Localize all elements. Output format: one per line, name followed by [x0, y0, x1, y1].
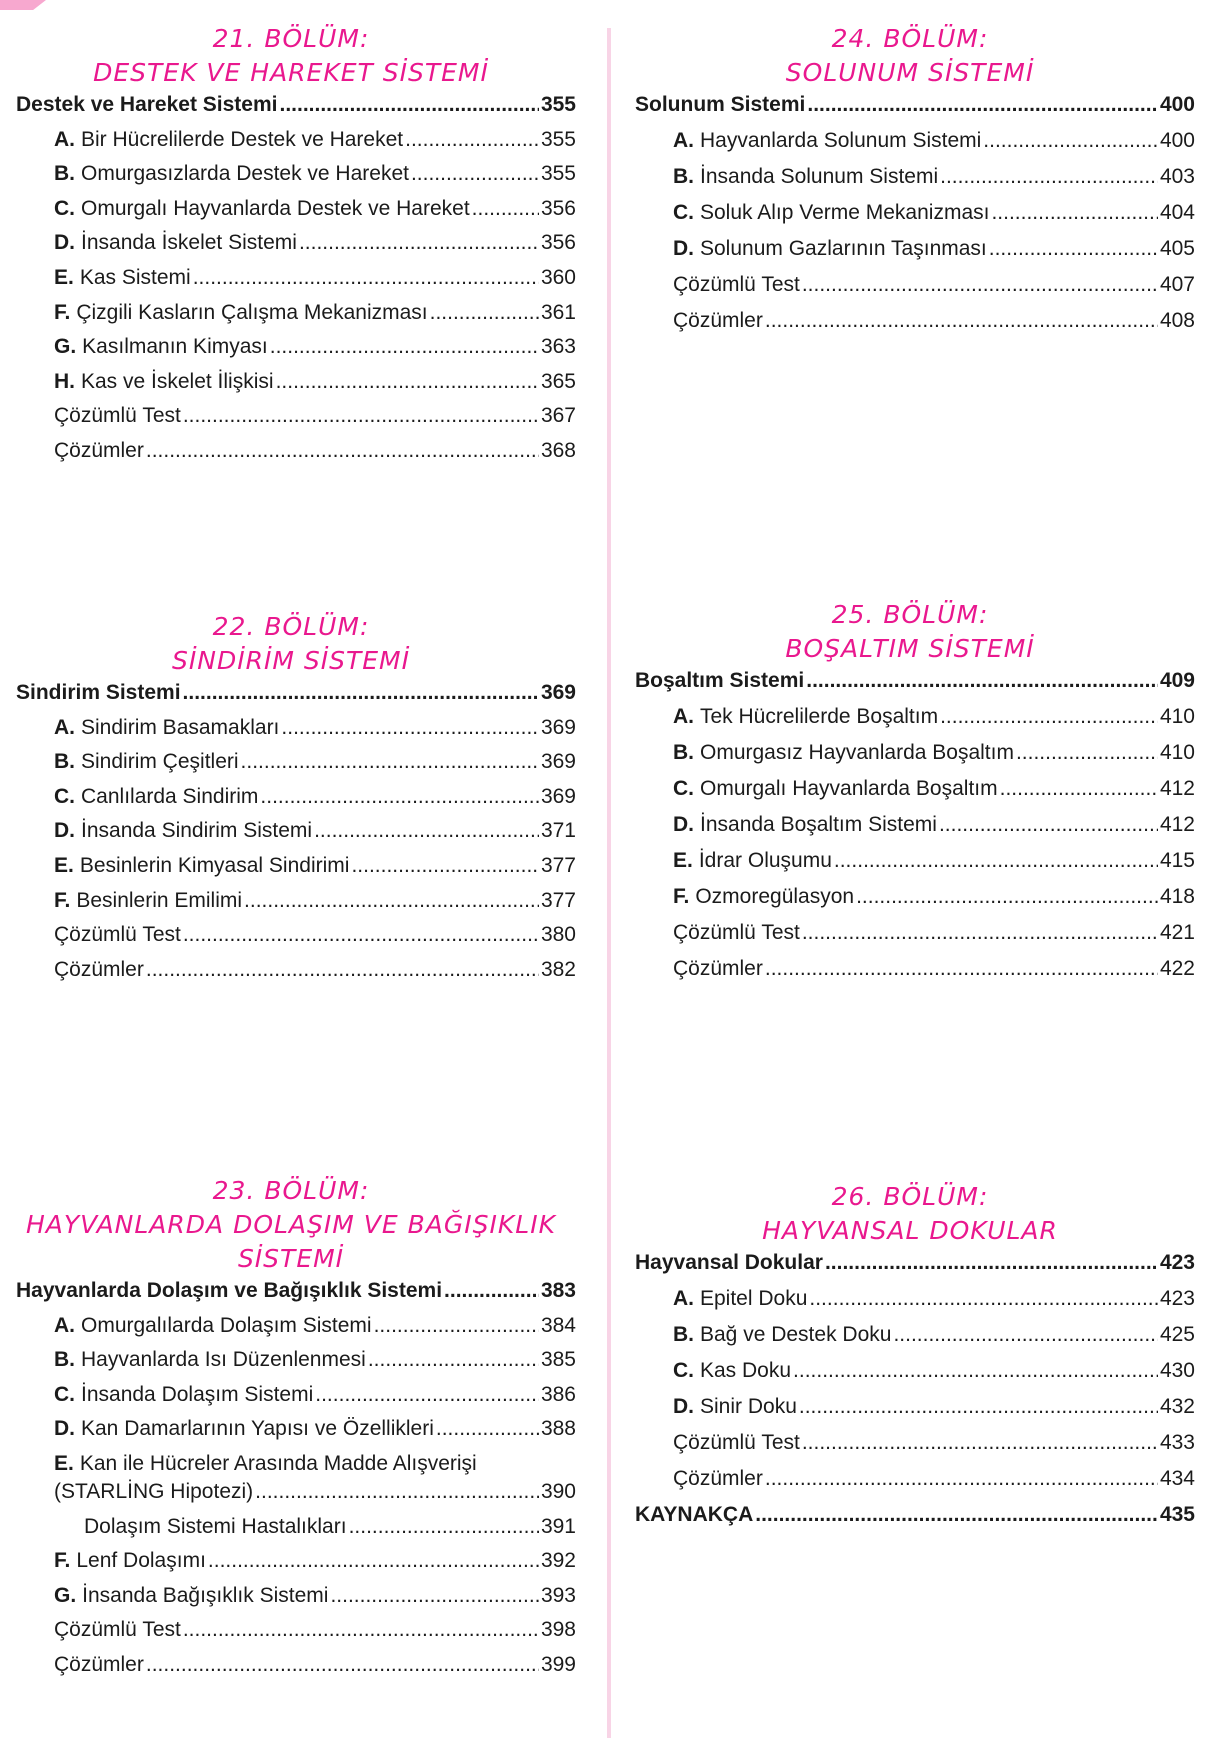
toc-entry[interactable] [635, 849, 1195, 885]
leader-dots [802, 1431, 1158, 1455]
entry-letter: A. [54, 715, 75, 739]
toc-main-entry[interactable] [635, 93, 1195, 129]
leader-dots [241, 750, 539, 774]
leader-dots [472, 197, 539, 221]
leader-dots [983, 129, 1158, 153]
page-number: 355 [540, 127, 576, 151]
toc-entry[interactable] [16, 128, 576, 163]
leader-dots [314, 819, 539, 843]
leader-dots [368, 1348, 539, 1372]
entry-letter: G. [54, 1583, 77, 1607]
entry-letter: C. [54, 784, 75, 808]
entry-title: Omurgalı Hayvanlarda Destek ve Hareket [81, 196, 470, 220]
entry-letter: A. [673, 1287, 694, 1310]
entry-letter: E. [54, 853, 74, 877]
section-heading [16, 1174, 576, 1276]
entry-title: Hayvansal Dokular [635, 1251, 823, 1274]
toc-entry[interactable] [635, 1359, 1195, 1395]
entry-letter: E. [673, 849, 693, 872]
page-number: 415 [1159, 849, 1195, 872]
page-number: 377 [540, 888, 576, 912]
entry-title: Solunum Sistemi [635, 93, 806, 116]
leader-dots [146, 439, 539, 463]
entry-title: Çözümler [673, 1467, 763, 1490]
entry-letter: D. [673, 1395, 694, 1418]
toc-entry[interactable] [16, 750, 576, 785]
toc-entry[interactable] [16, 1383, 576, 1418]
leader-dots [146, 958, 539, 982]
toc-entry[interactable] [16, 197, 576, 232]
entry-title-continued: (STARLİNG Hipotezi) [54, 1479, 254, 1503]
leader-dots [940, 165, 1158, 189]
leader-dots [806, 669, 1158, 693]
entry-title: İnsanda Bağışıklık Sistemi [82, 1583, 329, 1607]
entry-title: Besinlerin Kimyasal Sindirimi [79, 853, 350, 877]
page-number: 377 [540, 853, 576, 877]
toc-entry[interactable] [16, 439, 576, 474]
page-number: 412 [1159, 777, 1195, 800]
page-number: 383 [540, 1279, 576, 1302]
entry-title: Canlılarda Sindirim [81, 784, 259, 808]
page-number: 423 [1159, 1251, 1195, 1274]
entry-title: Omurgalılarda Dolaşım Sistemi [81, 1313, 372, 1337]
entry-title: Çözümlü Test [54, 1618, 181, 1642]
leader-dots [991, 201, 1157, 225]
toc-section-21 [16, 22, 576, 474]
page-number: 425 [1159, 1323, 1195, 1346]
entry-title: Çözümler [54, 957, 144, 981]
entry-title: Tek Hücrelilerde Boşaltım [700, 705, 939, 728]
page-number: 410 [1159, 741, 1195, 764]
entry-letter: F. [54, 888, 71, 912]
toc-entry[interactable] [16, 958, 576, 993]
page-number: 422 [1159, 957, 1195, 980]
toc-entry[interactable] [16, 923, 576, 958]
page-number: 398 [540, 1618, 576, 1642]
toc-entry[interactable] [16, 1348, 576, 1383]
toc-section-25 [635, 598, 1195, 993]
page-number: 404 [1159, 201, 1195, 224]
page-number: 400 [1159, 93, 1195, 116]
entry-letter: B. [54, 750, 75, 774]
entry-letter: E. [54, 1451, 74, 1475]
toc-entry[interactable] [16, 1549, 576, 1584]
toc-entry[interactable] [635, 309, 1195, 345]
entry-letter: F. [54, 1549, 71, 1573]
page-number: 418 [1159, 885, 1195, 908]
section-number: 25. BÖLÜM: [831, 600, 989, 629]
leader-dots [411, 162, 539, 186]
toc-entry[interactable] [635, 777, 1195, 813]
page-number: 369 [540, 784, 576, 808]
entry-title: Çözümlü Test [673, 1431, 800, 1454]
toc-section-23 [16, 1174, 576, 1688]
section-title: SİNDİRİM SİSTEMİ [172, 646, 410, 675]
entry-letter: C. [54, 196, 75, 220]
leader-dots [255, 1480, 539, 1504]
corner-decoration [0, 0, 46, 10]
page-number: 386 [540, 1382, 576, 1406]
leader-dots [809, 1287, 1158, 1311]
page-number: 356 [540, 196, 576, 220]
leader-dots [330, 1584, 539, 1608]
leader-dots [893, 1323, 1158, 1347]
toc-entry[interactable] [635, 201, 1195, 237]
leader-dots [183, 1618, 539, 1642]
toc-main-entry[interactable] [16, 1279, 576, 1314]
toc-entry[interactable] [16, 1314, 576, 1349]
entry-letter: B. [54, 162, 75, 186]
section-title: HAYVANLARDA DOLAŞIM VE BAĞIŞIKLIK [26, 1210, 556, 1239]
toc-entry[interactable] [16, 1653, 576, 1688]
entry-title: Çözümler [673, 309, 763, 332]
section-title-continued: SİSTEMİ [237, 1244, 345, 1273]
leader-dots [793, 1359, 1158, 1383]
entry-title: İnsanda Solunum Sistemi [700, 165, 939, 188]
section-number: 21. BÖLÜM: [212, 24, 370, 53]
toc-entry[interactable] [16, 1618, 576, 1653]
entry-letter: D. [54, 819, 75, 843]
toc-section-22 [16, 610, 576, 992]
leader-dots [280, 93, 539, 117]
entry-title: Destek ve Hareket Sistemi [16, 93, 278, 116]
toc-entry[interactable] [635, 1395, 1195, 1431]
section-title: SOLUNUM SİSTEMİ [785, 58, 1035, 87]
leader-dots [315, 1383, 539, 1407]
page-number: 380 [540, 923, 576, 947]
leader-dots [244, 889, 539, 913]
toc-entry[interactable] [635, 741, 1195, 777]
entry-title: Kan Damarlarının Yapısı ve Özellikleri [81, 1417, 434, 1441]
entry-title: Çizgili Kasların Çalışma Mekanizması [76, 300, 428, 324]
page-number: 388 [540, 1417, 576, 1441]
entry-title: Ozmoregülasyon [695, 885, 855, 908]
toc-entry[interactable] [635, 129, 1195, 165]
toc-entry[interactable] [16, 301, 576, 336]
toc-entry[interactable] [16, 335, 576, 370]
toc-entry[interactable] [635, 1431, 1195, 1467]
section-heading [635, 598, 1195, 666]
section-title: BOŞALTIM SİSTEMİ [785, 634, 1035, 663]
leader-dots [765, 957, 1158, 981]
section-number: 23. BÖLÜM: [212, 1176, 370, 1205]
leader-dots [193, 266, 539, 290]
leader-dots [444, 1279, 539, 1303]
page-number: 356 [540, 231, 576, 255]
entry-title: Çözümler [54, 1652, 144, 1676]
entry-title: Dolaşım Sistemi Hastalıkları [84, 1514, 347, 1538]
entry-letter: B. [54, 1348, 75, 1372]
toc-entry[interactable] [16, 1452, 576, 1480]
toc-entry[interactable] [16, 785, 576, 820]
page-number: 360 [540, 265, 576, 289]
toc-entry[interactable] [635, 813, 1195, 849]
section-heading [635, 22, 1195, 90]
section-title: DESTEK VE HAREKET SİSTEMİ [93, 58, 489, 87]
leader-dots [299, 231, 539, 255]
page-number: 384 [540, 1313, 576, 1337]
entry-letter: D. [673, 237, 694, 260]
entry-title: Soluk Alıp Verme Mekanizması [700, 201, 990, 224]
leader-dots [939, 813, 1158, 837]
page-number: 393 [540, 1583, 576, 1607]
toc-entry[interactable] [635, 165, 1195, 201]
leader-dots [765, 309, 1158, 333]
page-number: 435 [1159, 1503, 1195, 1526]
leader-dots [802, 921, 1158, 945]
page-number: 392 [540, 1549, 576, 1573]
section-heading [16, 610, 576, 678]
entry-title: Çözümlü Test [673, 921, 800, 944]
leader-dots [940, 705, 1158, 729]
leader-dots [807, 93, 1158, 117]
entry-letter: A. [673, 705, 694, 728]
toc-entry[interactable] [635, 237, 1195, 273]
section-heading [635, 1180, 1195, 1248]
toc-entry[interactable] [635, 957, 1195, 993]
toc-entry[interactable] [635, 273, 1195, 309]
leader-dots [405, 128, 539, 152]
entry-title: Hayvanlarda Isı Düzenlenmesi [81, 1348, 366, 1372]
entry-title: İnsanda Boşaltım Sistemi [700, 813, 937, 836]
entry-title: Besinlerin Emilimi [76, 888, 243, 912]
leader-dots [1000, 777, 1158, 801]
entry-title: İnsanda Sindirim Sistemi [81, 819, 313, 843]
entry-letter: F. [54, 300, 71, 324]
page-number: 390 [540, 1479, 576, 1503]
page-number: 430 [1159, 1359, 1195, 1382]
entry-title: Kasılmanın Kimyası [82, 335, 268, 359]
column-divider [607, 28, 611, 1738]
toc-entry[interactable] [635, 1323, 1195, 1359]
section-number: 22. BÖLÜM: [212, 612, 370, 641]
page-number: 369 [540, 681, 576, 704]
toc-entry[interactable] [16, 819, 576, 854]
leader-dots [755, 1503, 1158, 1527]
page-number: 361 [540, 300, 576, 324]
entry-title: Epitel Doku [700, 1287, 808, 1310]
section-heading [16, 22, 576, 90]
toc-entry[interactable] [635, 1467, 1195, 1503]
entry-letter: D. [54, 1417, 75, 1441]
leader-dots [430, 301, 539, 325]
toc-entry[interactable] [16, 370, 576, 405]
toc-main-entry[interactable] [635, 669, 1195, 705]
page-number: 412 [1159, 813, 1195, 836]
page-number: 433 [1159, 1431, 1195, 1454]
toc-section-24 [635, 22, 1195, 345]
entry-title: Omurgalı Hayvanlarda Boşaltım [700, 777, 998, 800]
page-number: 408 [1159, 309, 1195, 332]
page-number: 391 [540, 1514, 576, 1538]
page-number: 355 [540, 162, 576, 186]
page-number: 385 [540, 1348, 576, 1372]
leader-dots [270, 335, 539, 359]
page-number: 382 [540, 957, 576, 981]
toc-entry[interactable] [16, 162, 576, 197]
leader-dots [765, 1467, 1158, 1491]
entry-letter: C. [54, 1382, 75, 1406]
entry-letter: F. [673, 885, 690, 908]
leader-dots [183, 404, 539, 428]
leader-dots [374, 1314, 539, 1338]
toc-entry[interactable] [16, 266, 576, 301]
toc-main-entry[interactable] [16, 681, 576, 716]
leader-dots [351, 854, 539, 878]
leader-dots [989, 237, 1158, 261]
leader-dots [349, 1515, 539, 1539]
toc-main-entry[interactable] [635, 1251, 1195, 1287]
page-number: 365 [540, 369, 576, 393]
entry-letter: B. [673, 741, 694, 764]
entry-title: İnsanda Dolaşım Sistemi [81, 1382, 314, 1406]
entry-letter: C. [673, 777, 694, 800]
entry-title: Hayvanlarda Solunum Sistemi [700, 129, 982, 152]
toc-entry[interactable] [16, 854, 576, 889]
entry-title: KAYNAKÇA [635, 1503, 754, 1526]
entry-title: İdrar Oluşumu [698, 849, 832, 872]
leader-dots [183, 681, 539, 705]
page-number: 363 [540, 335, 576, 359]
toc-entry[interactable] [16, 404, 576, 439]
page-number: 400 [1159, 129, 1195, 152]
entry-title: Sindirim Sistemi [16, 681, 181, 704]
entry-title: Omurgasızlarda Destek ve Hareket [81, 162, 409, 186]
entry-title: Çözümlü Test [673, 273, 800, 296]
entry-title: Bağ ve Destek Doku [700, 1323, 892, 1346]
leader-dots [1016, 741, 1158, 765]
toc-section-26 [635, 1180, 1195, 1539]
section-number: 26. BÖLÜM: [831, 1182, 989, 1211]
toc-bibliography-entry[interactable] [635, 1503, 1195, 1539]
leader-dots [856, 885, 1158, 909]
entry-title: İnsanda İskelet Sistemi [81, 231, 297, 255]
leader-dots [208, 1549, 539, 1573]
entry-letter: A. [673, 129, 694, 152]
leader-dots [825, 1251, 1158, 1275]
page-number: 405 [1159, 237, 1195, 260]
entry-letter: B. [673, 1323, 694, 1346]
page-number: 403 [1159, 165, 1195, 188]
entry-letter: A. [54, 127, 75, 151]
entry-letter: G. [54, 335, 77, 359]
toc-entry[interactable] [16, 1515, 576, 1550]
page-number: 368 [540, 438, 576, 462]
page-number: 421 [1159, 921, 1195, 944]
section-title: HAYVANSAL DOKULAR [762, 1216, 1058, 1245]
entry-title: Kas Doku [700, 1359, 792, 1382]
page-number: 423 [1159, 1287, 1195, 1310]
entry-title: Çözümler [54, 438, 144, 462]
toc-entry[interactable] [16, 716, 576, 751]
entry-title: Çözümlü Test [54, 923, 181, 947]
toc-entry[interactable] [635, 921, 1195, 957]
toc-entry-continuation[interactable] [16, 1480, 576, 1515]
entry-title: Çözümlü Test [54, 404, 181, 428]
toc-main-entry[interactable] [16, 93, 576, 128]
page-number: 355 [540, 93, 576, 116]
leader-dots [281, 716, 539, 740]
entry-title: Kas Sistemi [79, 265, 191, 289]
page-number: 407 [1159, 273, 1195, 296]
entry-letter: H. [54, 369, 75, 393]
toc-entry[interactable] [635, 705, 1195, 741]
page-number: 371 [540, 819, 576, 843]
leader-dots [802, 273, 1158, 297]
entry-title: Kas ve İskelet İlişkisi [81, 369, 274, 393]
entry-letter: B. [673, 165, 694, 188]
entry-letter: C. [673, 201, 694, 224]
entry-title: Sindirim Çeşitleri [81, 750, 239, 774]
section-number: 24. BÖLÜM: [831, 24, 989, 53]
entry-letter: C. [673, 1359, 694, 1382]
entry-title: Omurgasız Hayvanlarda Boşaltım [700, 741, 1014, 764]
page-number: 369 [540, 750, 576, 774]
entry-letter: D. [54, 231, 75, 255]
leader-dots [436, 1417, 539, 1441]
entry-title: Bir Hücrelilerde Destek ve Hareket [81, 127, 404, 151]
leader-dots [834, 849, 1158, 873]
page-number: 410 [1159, 705, 1195, 728]
entry-title: Çözümler [673, 957, 763, 980]
entry-title: Lenf Dolaşımı [76, 1549, 206, 1573]
leader-dots [260, 785, 539, 809]
page-number: 432 [1159, 1395, 1195, 1418]
leader-dots [276, 370, 539, 394]
entry-letter: D. [673, 813, 694, 836]
page-number: 434 [1159, 1467, 1195, 1490]
page-number: 399 [540, 1652, 576, 1676]
entry-title: Hayvanlarda Dolaşım ve Bağışıklık Sistemi [16, 1279, 443, 1302]
leader-dots [183, 923, 539, 947]
toc-entry[interactable] [635, 885, 1195, 921]
entry-title: Sindirim Basamakları [81, 715, 280, 739]
entry-title: Solunum Gazlarının Taşınması [700, 237, 987, 260]
page-number: 369 [540, 715, 576, 739]
toc-entry[interactable] [16, 231, 576, 266]
entry-title: Boşaltım Sistemi [635, 669, 805, 692]
leader-dots [146, 1653, 539, 1677]
entry-title: Sinir Doku [700, 1395, 797, 1418]
entry-letter: E. [54, 265, 74, 289]
entry-title: Kan ile Hücreler Arasında Madde Alışverişi [79, 1451, 477, 1475]
page-number: 367 [540, 404, 576, 428]
toc-entry[interactable] [16, 889, 576, 924]
toc-entry[interactable] [16, 1584, 576, 1619]
toc-entry[interactable] [16, 1417, 576, 1452]
leader-dots [799, 1395, 1158, 1419]
page-number: 409 [1159, 669, 1195, 692]
entry-letter: A. [54, 1313, 75, 1337]
toc-entry[interactable] [635, 1287, 1195, 1323]
